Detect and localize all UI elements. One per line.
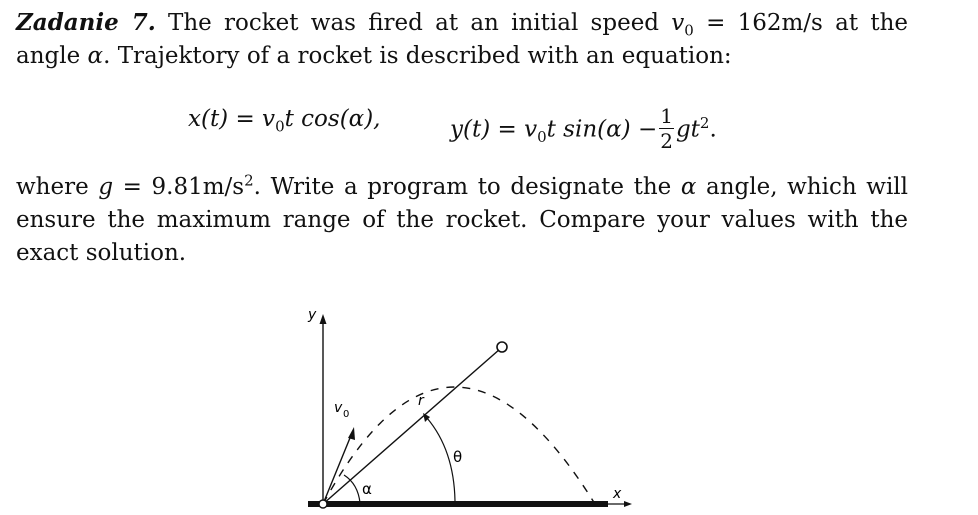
task-mid: at the angle bbox=[16, 10, 908, 69]
task-instructions: where $g = 9.81m/s^2$. Write a program to designate the α angle, which will ensure the maximum range of the rocket. Compare your values with the exact solution. bbox=[16, 171, 909, 266]
y-axis-label: y bbox=[308, 307, 317, 323]
speed-var: v bbox=[671, 10, 685, 36]
x-axis-arrow bbox=[624, 501, 632, 507]
angle-var: α bbox=[87, 43, 104, 69]
half-fraction: $\frac{1}{2}$ bbox=[660, 104, 673, 153]
ground-bar bbox=[308, 501, 608, 507]
velocity-vector bbox=[323, 433, 352, 504]
g-var: g bbox=[98, 174, 114, 200]
theta-arc bbox=[427, 418, 455, 501]
y-axis-arrow bbox=[320, 314, 327, 324]
v0-label: v bbox=[334, 400, 343, 416]
radius-line bbox=[323, 349, 500, 504]
trajectory-equation bbox=[188, 94, 788, 156]
trajectory-figure bbox=[300, 300, 640, 515]
speed-sub: 0 bbox=[684, 21, 694, 40]
x-equation: $x(t) = v_0t$ cos(α), bbox=[188, 106, 381, 136]
trajectory-diagram bbox=[300, 300, 640, 511]
origin-point bbox=[319, 500, 327, 508]
v0-subscript: 0 bbox=[343, 409, 350, 420]
theta-label: θ bbox=[453, 448, 463, 466]
y-equation: $y(t) = v_0t$ sin(α) − $\frac{1}{2}$ $gt^2$. bbox=[450, 104, 717, 153]
task-rest: . Trajektory of a rocket is described with an equation: bbox=[103, 43, 732, 69]
velocity-arrow bbox=[348, 427, 355, 440]
r-label: r bbox=[418, 393, 424, 409]
alpha-label: α bbox=[362, 480, 372, 498]
task-intro: The rocket was fired at an initial speed bbox=[155, 10, 672, 36]
task-label: Zadanie 7. bbox=[16, 9, 156, 36]
speed-value: = 162m/s bbox=[693, 10, 823, 36]
g-value: = 9.81m/s bbox=[113, 174, 245, 200]
rocket-marker bbox=[497, 342, 507, 352]
task-statement bbox=[16, 6, 908, 73]
x-axis-label: x bbox=[613, 486, 622, 502]
